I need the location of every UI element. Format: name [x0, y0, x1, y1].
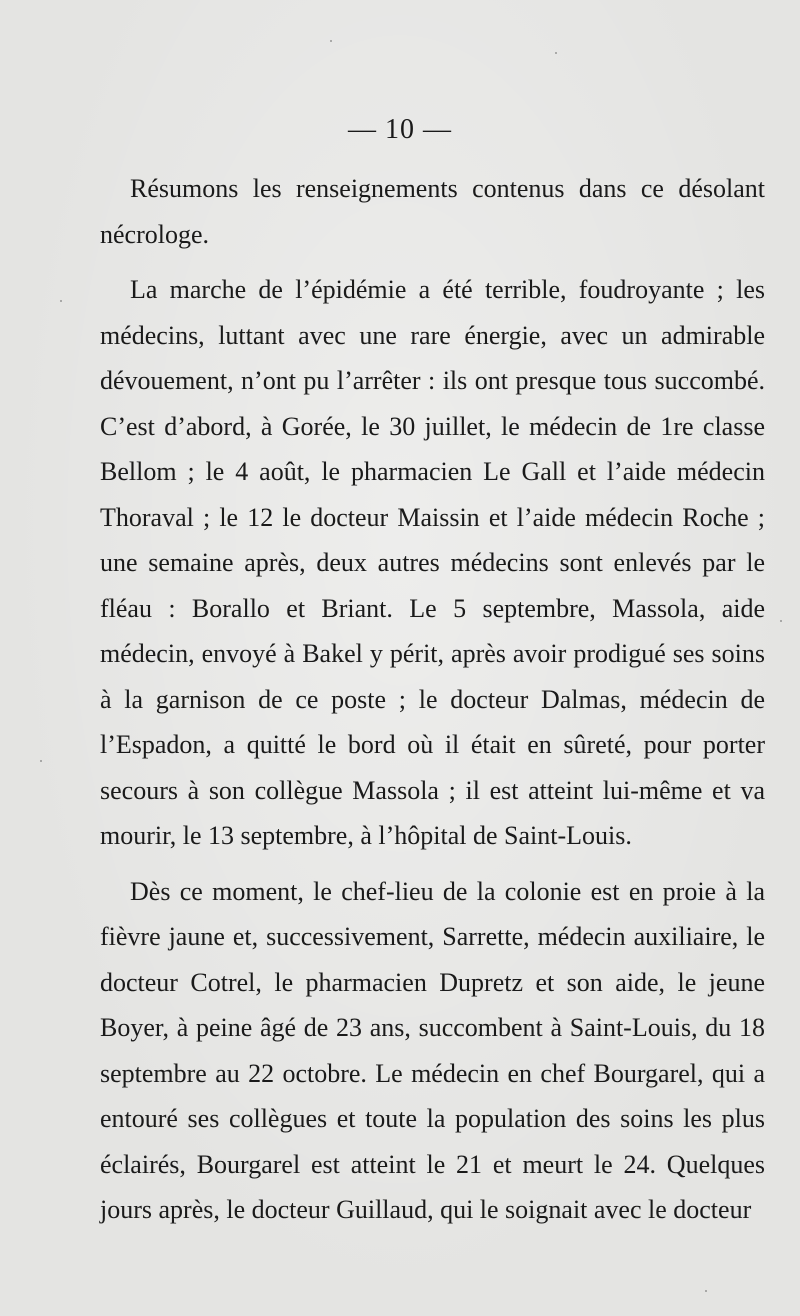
scan-speck	[40, 760, 42, 762]
scan-speck	[705, 1290, 707, 1292]
paragraph-1: Résumons les renseignements contenus dans ce désolant nécrologe.	[100, 174, 765, 249]
scan-speck	[60, 300, 62, 302]
scan-speck	[330, 40, 332, 42]
body-text	[100, 166, 765, 1233]
scan-speck	[555, 52, 557, 54]
scan-speck	[780, 620, 782, 622]
page-number: — 10 —	[348, 114, 452, 145]
paragraph-3: Dès ce moment, le chef-lieu de la colonie est en proie à la fièvre jaune et, successivement, Sarrette, médecin auxiliaire, le docteur Cotrel, le pharmacien Dupretz et son aide, le jeune Boyer, à peine âgé de 23 ans, succombent à Saint-Louis, du 18 septembre au 22 octobre. Le médecin en chef Bourgarel, qui a entouré ses collègues et toute la population des soins les plus éclairés, Bourgarel est atteint le 21 et meurt le 24. Quelques jours après, le docteur Guillaud, qui le soignait avec le docteur	[100, 876, 765, 1224]
paragraph-2: La marche de l’épidémie a été terrible, foudroyante ; les médecins, luttant avec une rare énergie, avec un admirable dévouement, n’ont pu l’arrêter : ils ont presque tous succombé. C’est d’abord, à Gorée, le 30 juillet, le médecin de 1re classe Bellom ; le 4 août, le pharmacien Le Gall et l’aide médecin Thoraval ; le 12 le docteur Maissin et l’aide médecin Roche ; une semaine après, deux autres médecins sont enlevés par le fléau : Borallo et Briant. Le 5 septembre, Massola, aide médecin, envoyé à Bakel y périt, après avoir prodigué ses soins à la garnison de ce poste ; le docteur Dalmas, médecin de l’Espadon, a quitté le bord où il était en sûreté, pour porter secours à son collègue Massola ; il est atteint lui-même et va mourir, le 13 septembre, à l’hôpital de Saint-Louis.	[100, 275, 765, 850]
